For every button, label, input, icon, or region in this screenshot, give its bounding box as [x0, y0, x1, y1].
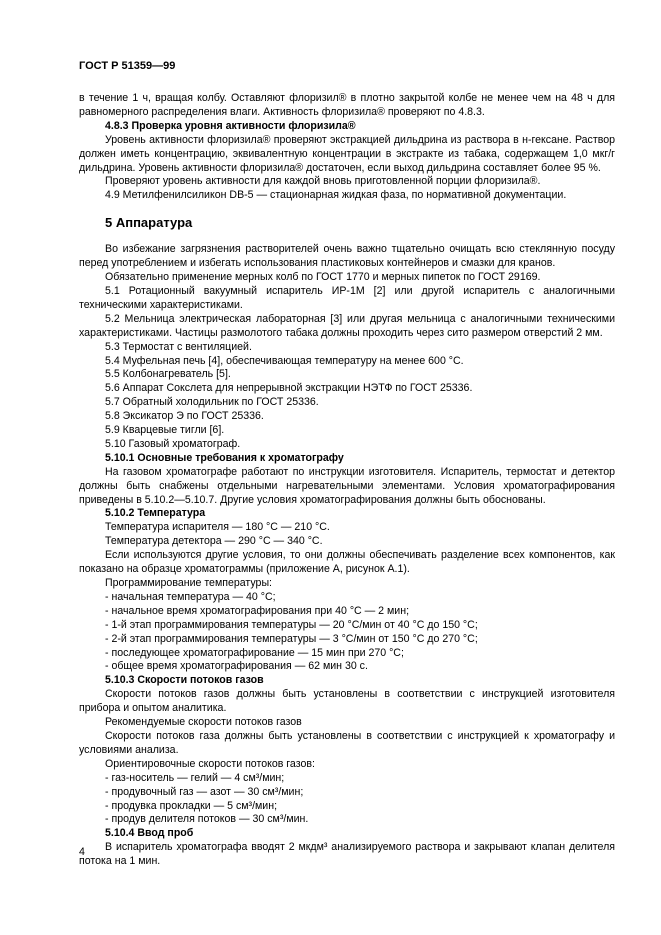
paragraph: Рекомендуемые скорости потоков газов	[105, 716, 302, 729]
page-number: 4	[79, 846, 85, 858]
section-title: 5 Аппаратура	[105, 215, 193, 231]
list-item: - продувка прокладки — 5 см³/мин;	[105, 799, 278, 812]
paragraph: Если используются другие условия, то они должны обеспечивать разделение всех компонентов, как показано на образце хроматограммы (приложение А, рисунок А.1).	[79, 549, 615, 576]
list-item: 5.9 Кварцевые тигли [6].	[105, 424, 225, 437]
paragraph: Во избежание загрязнения растворителей очень важно тщательно очищать всю стеклянную посуду перед употреблением и избегать использования пластиковых контейнеров и смазки для кранов.	[79, 243, 615, 270]
paragraph: Температура испарителя — 180 °С — 210 °С.	[105, 521, 330, 534]
list-item: 5.1 Ротационный вакуумный испаритель ИР-1М [2] или другой испаритель с аналогичными техническими характеристиками.	[79, 284, 615, 311]
list-item: 5.8 Эксикатор Э по ГОСТ 25336.	[105, 410, 264, 423]
subsection-heading: 5.10.4 Ввод проб	[105, 827, 194, 840]
paragraph: Уровень активности флоризила® проверяют экстракцией дильдрина из раствора в н-гексане. Раствор должен иметь концентрацию, эквивалентную концентрации в экстракте из табака, содержащем 1,0 мкг/г дильдрина. Уровень активности флоризила® достаточен, если выход дильдрина составляет более 95 %.	[79, 133, 615, 174]
paragraph: 4.9 Метилфенилсиликон DB-5 — стационарная жидкая фаза, по нормативной документации.	[105, 189, 567, 202]
list-item: - газ-носитель — гелий — 4 см³/мин;	[105, 771, 285, 784]
list-item: - начальное время хроматографирования при 40 °С — 2 мин;	[105, 604, 410, 617]
paragraph: Обязательно применение мерных колб по ГОСТ 1770 и мерных пипеток по ГОСТ 29169.	[105, 271, 541, 284]
list-item: - 1-й этап программирования температуры — 20 °С/мин от 40 °С до 150 °С;	[105, 618, 478, 631]
paragraph: Температура детектора — 290 °С — 340 °С.	[105, 535, 323, 548]
list-item: - 2-й этап программирования температуры — 3 °С/мин от 150 °С до 270 °С;	[105, 632, 478, 645]
paragraph: Скорости потоков газов должны быть установлены в соответствии с инструкцией изготовителя прибора и опытом аналитика.	[79, 688, 615, 715]
paragraph: Проверяют уровень активности для каждой вновь приготовленной порции флоризила®.	[105, 175, 541, 188]
list-item: 5.2 Мельница электрическая лабораторная [3] или другая мельница с аналогичными техническими характеристиками. Частицы размолотого табака должны проходить через сито размером отверстий 2 мм.	[79, 312, 615, 339]
paragraph: В испаритель хроматографа вводят 2 мкдм³ анализируемого раствора и закрывают клапан делителя потока на 1 мин.	[79, 841, 615, 868]
document-header: ГОСТ Р 51359—99	[79, 60, 176, 72]
paragraph: Программирование температуры:	[105, 577, 273, 589]
list-item: - продувочный газ — азот — 30 см³/мин;	[105, 785, 304, 798]
list-item: 5.6 Аппарат Сокслета для непрерывной экстракции НЭТФ по ГОСТ 25336.	[105, 382, 473, 395]
subsection-heading: 4.8.3 Проверка уровня активности флоризила®	[105, 119, 356, 132]
subsection-heading: 5.10.3 Скорости потоков газов	[105, 674, 264, 687]
paragraph: Ориентировочные скорости потоков газов:	[105, 757, 315, 770]
list-item: - общее время хроматографирования — 62 мин 30 с.	[105, 660, 368, 673]
list-item: 5.4 Муфельная печь [4], обеспечивающая температуру на менее 600 °С.	[105, 354, 464, 367]
list-item: - последующее хроматографирование — 15 мин при 270 °С;	[105, 646, 404, 659]
paragraph: в течение 1 ч, вращая колбу. Оставляют флоризил® в плотно закрытой колбе не менее чем на 48 ч для равномерного распределения влаги. Активность флоризила® проверяют по 4.8.3.	[79, 92, 615, 118]
paragraph: Скорости потоков газа должны быть установлены в соответствии с инструкцией к хроматографу и условиями анализа.	[79, 729, 615, 756]
list-item: 5.3 Термостат с вентиляцией.	[105, 340, 252, 353]
list-item: 5.10 Газовый хроматограф.	[105, 437, 241, 450]
subsection-heading: 5.10.2 Температура	[105, 507, 206, 520]
list-item: 5.7 Обратный холодильник по ГОСТ 25336.	[105, 396, 319, 409]
paragraph: На газовом хроматографе работают по инструкции изготовителя. Испаритель, термостат и детектор должны быть снабжены отдельными нагревательными элементами. Условия хроматографирования приведены в 5.10.2—5.10.7. Другие условия хроматографирования должны быть обоснованы.	[79, 465, 615, 506]
list-item: - начальная температура — 40 °С;	[105, 590, 276, 603]
subsection-heading: 5.10.1 Основные требования к хроматографу	[105, 451, 344, 464]
document-body	[79, 92, 615, 869]
list-item: 5.5 Колбонагреватель [5].	[105, 368, 231, 381]
list-item: - продув делителя потоков — 30 см³/мин.	[105, 813, 309, 826]
